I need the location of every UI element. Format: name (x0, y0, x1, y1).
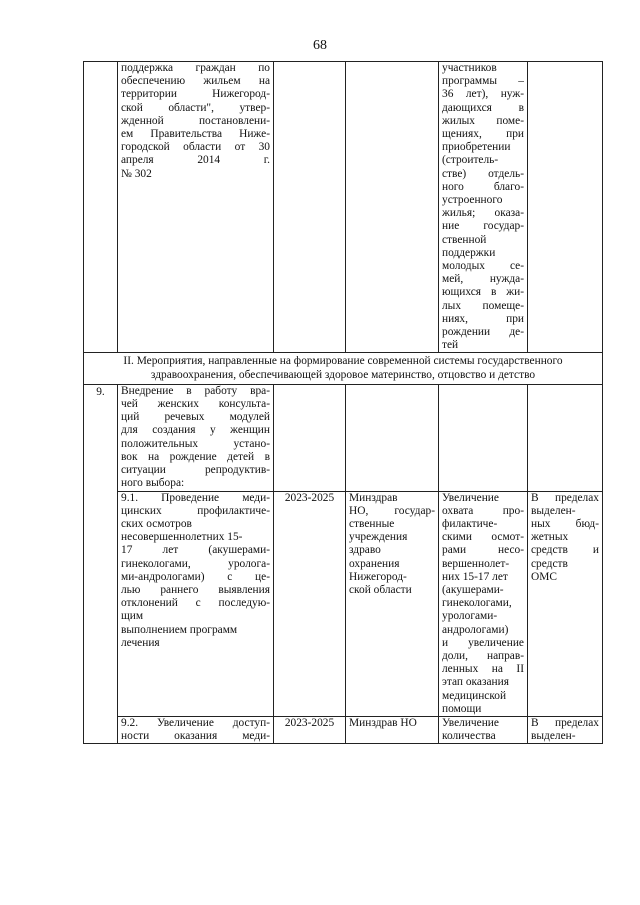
text-line: ций речевых модулей (121, 411, 270, 424)
text-line: ленных на II (442, 663, 524, 676)
text-line: помощи (442, 702, 482, 715)
text-line: В пределах (531, 491, 599, 504)
text-line: обеспечению жильем на (121, 75, 270, 88)
executor-cell (346, 491, 439, 716)
text-line: 17 лет (акушерами- (121, 544, 270, 557)
event-cell (118, 716, 274, 743)
text-line: учреждения (349, 531, 408, 544)
text-line: ных бюд- (531, 517, 599, 530)
text-line: дающихся в (442, 101, 524, 114)
row-number-cell: 9. (84, 384, 118, 743)
text-line: для создания у женщин (121, 424, 270, 437)
text-line: (строитель- (442, 154, 499, 167)
result-cell (439, 62, 528, 353)
text-line: ного благо- (442, 180, 524, 193)
measures-table (83, 61, 603, 744)
text-line: ного выбора: (121, 477, 185, 490)
text-line: 36 лет), нуж- (442, 88, 524, 101)
text-line: молодых се- (442, 260, 524, 273)
text-line: урологами- (442, 610, 498, 623)
executor-cell (346, 62, 439, 353)
text-line: ОМС (531, 570, 557, 583)
text-line: ниях, при (442, 312, 524, 325)
text-line: жденной постановлени- (121, 114, 270, 127)
text-line: ской области", утвер- (121, 101, 270, 114)
text-line: участников (442, 62, 497, 74)
funding-cell (528, 491, 603, 716)
text-line: охранения (349, 557, 400, 570)
period-cell (274, 62, 346, 353)
text-line: поддержки (442, 246, 496, 259)
text-line: поддержка граждан по (121, 62, 270, 74)
text-line: Внедрение в работу вра- (121, 384, 270, 397)
text-line: В пределах (531, 716, 599, 729)
funding-cell (528, 716, 603, 743)
text-line: количества (442, 730, 496, 743)
text-line: Увеличение (442, 491, 499, 504)
text-line: жетных (531, 531, 569, 544)
table-row (84, 62, 603, 353)
text-line: средств и (531, 544, 599, 557)
text-line: выделен- (531, 730, 576, 743)
text-line: мей, нужда- (442, 273, 524, 286)
text-line: 9.1. Проведение меди- (121, 491, 270, 504)
funding-cell (528, 62, 603, 353)
text-line: здравоохранения, обеспечивающей здоровое материнство, отцовство и детство (150, 368, 536, 381)
event-cell (118, 62, 274, 353)
text-line: программы – (442, 75, 524, 88)
row-number-cell (84, 62, 118, 353)
text-line: рождении де- (442, 326, 524, 339)
period-cell (274, 384, 346, 491)
funding-cell (528, 384, 603, 491)
executor-cell (346, 384, 439, 491)
text-line: ских осмотров (121, 517, 192, 530)
section-heading-row (84, 353, 603, 384)
event-cell (118, 491, 274, 716)
table-row (84, 491, 603, 716)
text-line: жилых поме- (442, 114, 524, 127)
text-line: Увеличение (442, 716, 499, 729)
text-line: средств (531, 557, 568, 570)
text-line: Нижегород- (349, 570, 407, 583)
text-line: несовершеннолетних 15- (121, 531, 243, 544)
text-line: этап оказания (442, 676, 509, 689)
text-line: лью раннего выявления (121, 583, 270, 596)
text-line: (акушерами- (442, 583, 504, 596)
text-line: тей (442, 339, 459, 352)
text-line: доли, направ- (442, 649, 524, 662)
page-number: 68 (313, 38, 327, 53)
section-heading (84, 353, 603, 384)
result-cell (439, 491, 528, 716)
table-row (84, 384, 603, 491)
text-line: территории Нижегород- (121, 88, 270, 101)
text-line: охвата про- (442, 504, 524, 517)
text-line: медицинской (442, 689, 507, 702)
text-line: андрологами) (442, 623, 509, 636)
text-line: выделен- (531, 504, 576, 517)
period-cell: 2023-2025 (274, 491, 346, 716)
text-line: щим (121, 610, 144, 623)
text-line: ние государ- (442, 220, 524, 233)
text-line: лечения (121, 636, 160, 649)
text-line: ем Правительства Ниже- (121, 128, 270, 141)
text-line: приобретении (442, 141, 511, 154)
text-line: городской области от 30 (121, 141, 270, 154)
result-cell (439, 384, 528, 491)
text-line: гинекологами, уролога- (121, 557, 270, 570)
text-line: стве) отдель- (442, 167, 524, 180)
text-line: Минздрав (349, 491, 398, 504)
text-line: положительных устано- (121, 437, 270, 450)
period-cell: 2023-2025 (274, 716, 346, 743)
text-line: апреля 2014 г. (121, 154, 270, 167)
executor-cell: Минздрав НО (346, 716, 439, 743)
text-line: здраво (349, 544, 381, 557)
text-line: щениях, при (442, 128, 524, 141)
text-line: вершеннолет- (442, 557, 510, 570)
text-line: II. Мероприятия, направленные на формирование современной системы государственного (123, 355, 563, 368)
text-line: цинских профилактиче- (121, 504, 270, 517)
text-line: выполнением программ (121, 623, 238, 636)
text-line: них 15-17 лет (442, 570, 508, 583)
text-line: гинекологами, (442, 597, 512, 610)
text-line: ми-андрологами) с це- (121, 570, 270, 583)
text-line: ности оказания меди- (121, 730, 270, 743)
table-row (84, 716, 603, 743)
text-line: жилья; оказа- (442, 207, 524, 220)
text-line: скими осмот- (442, 531, 524, 544)
text-line: НО, государ- (349, 504, 435, 517)
text-line: лых помеще- (442, 299, 524, 312)
text-line: рами несо- (442, 544, 524, 557)
text-line: филактиче- (442, 517, 498, 530)
event-cell (118, 384, 274, 491)
text-line: устроенного (442, 194, 503, 207)
text-line: ственные (349, 517, 395, 530)
text-line: ситуации репродуктив- (121, 464, 270, 477)
text-line: ской области (349, 583, 412, 596)
text-line: 9.2. Увеличение доступ- (121, 716, 270, 729)
text-line: чей женских консульта- (121, 398, 270, 411)
text-line: ющихся в жи- (442, 286, 524, 299)
result-cell (439, 716, 528, 743)
text-line: № 302 (121, 167, 152, 180)
text-line: отклонений с последую- (121, 597, 270, 610)
text-line: и увеличение (442, 636, 524, 649)
text-line: ственной (442, 233, 487, 246)
text-line: вок на рождение детей в (121, 450, 270, 463)
